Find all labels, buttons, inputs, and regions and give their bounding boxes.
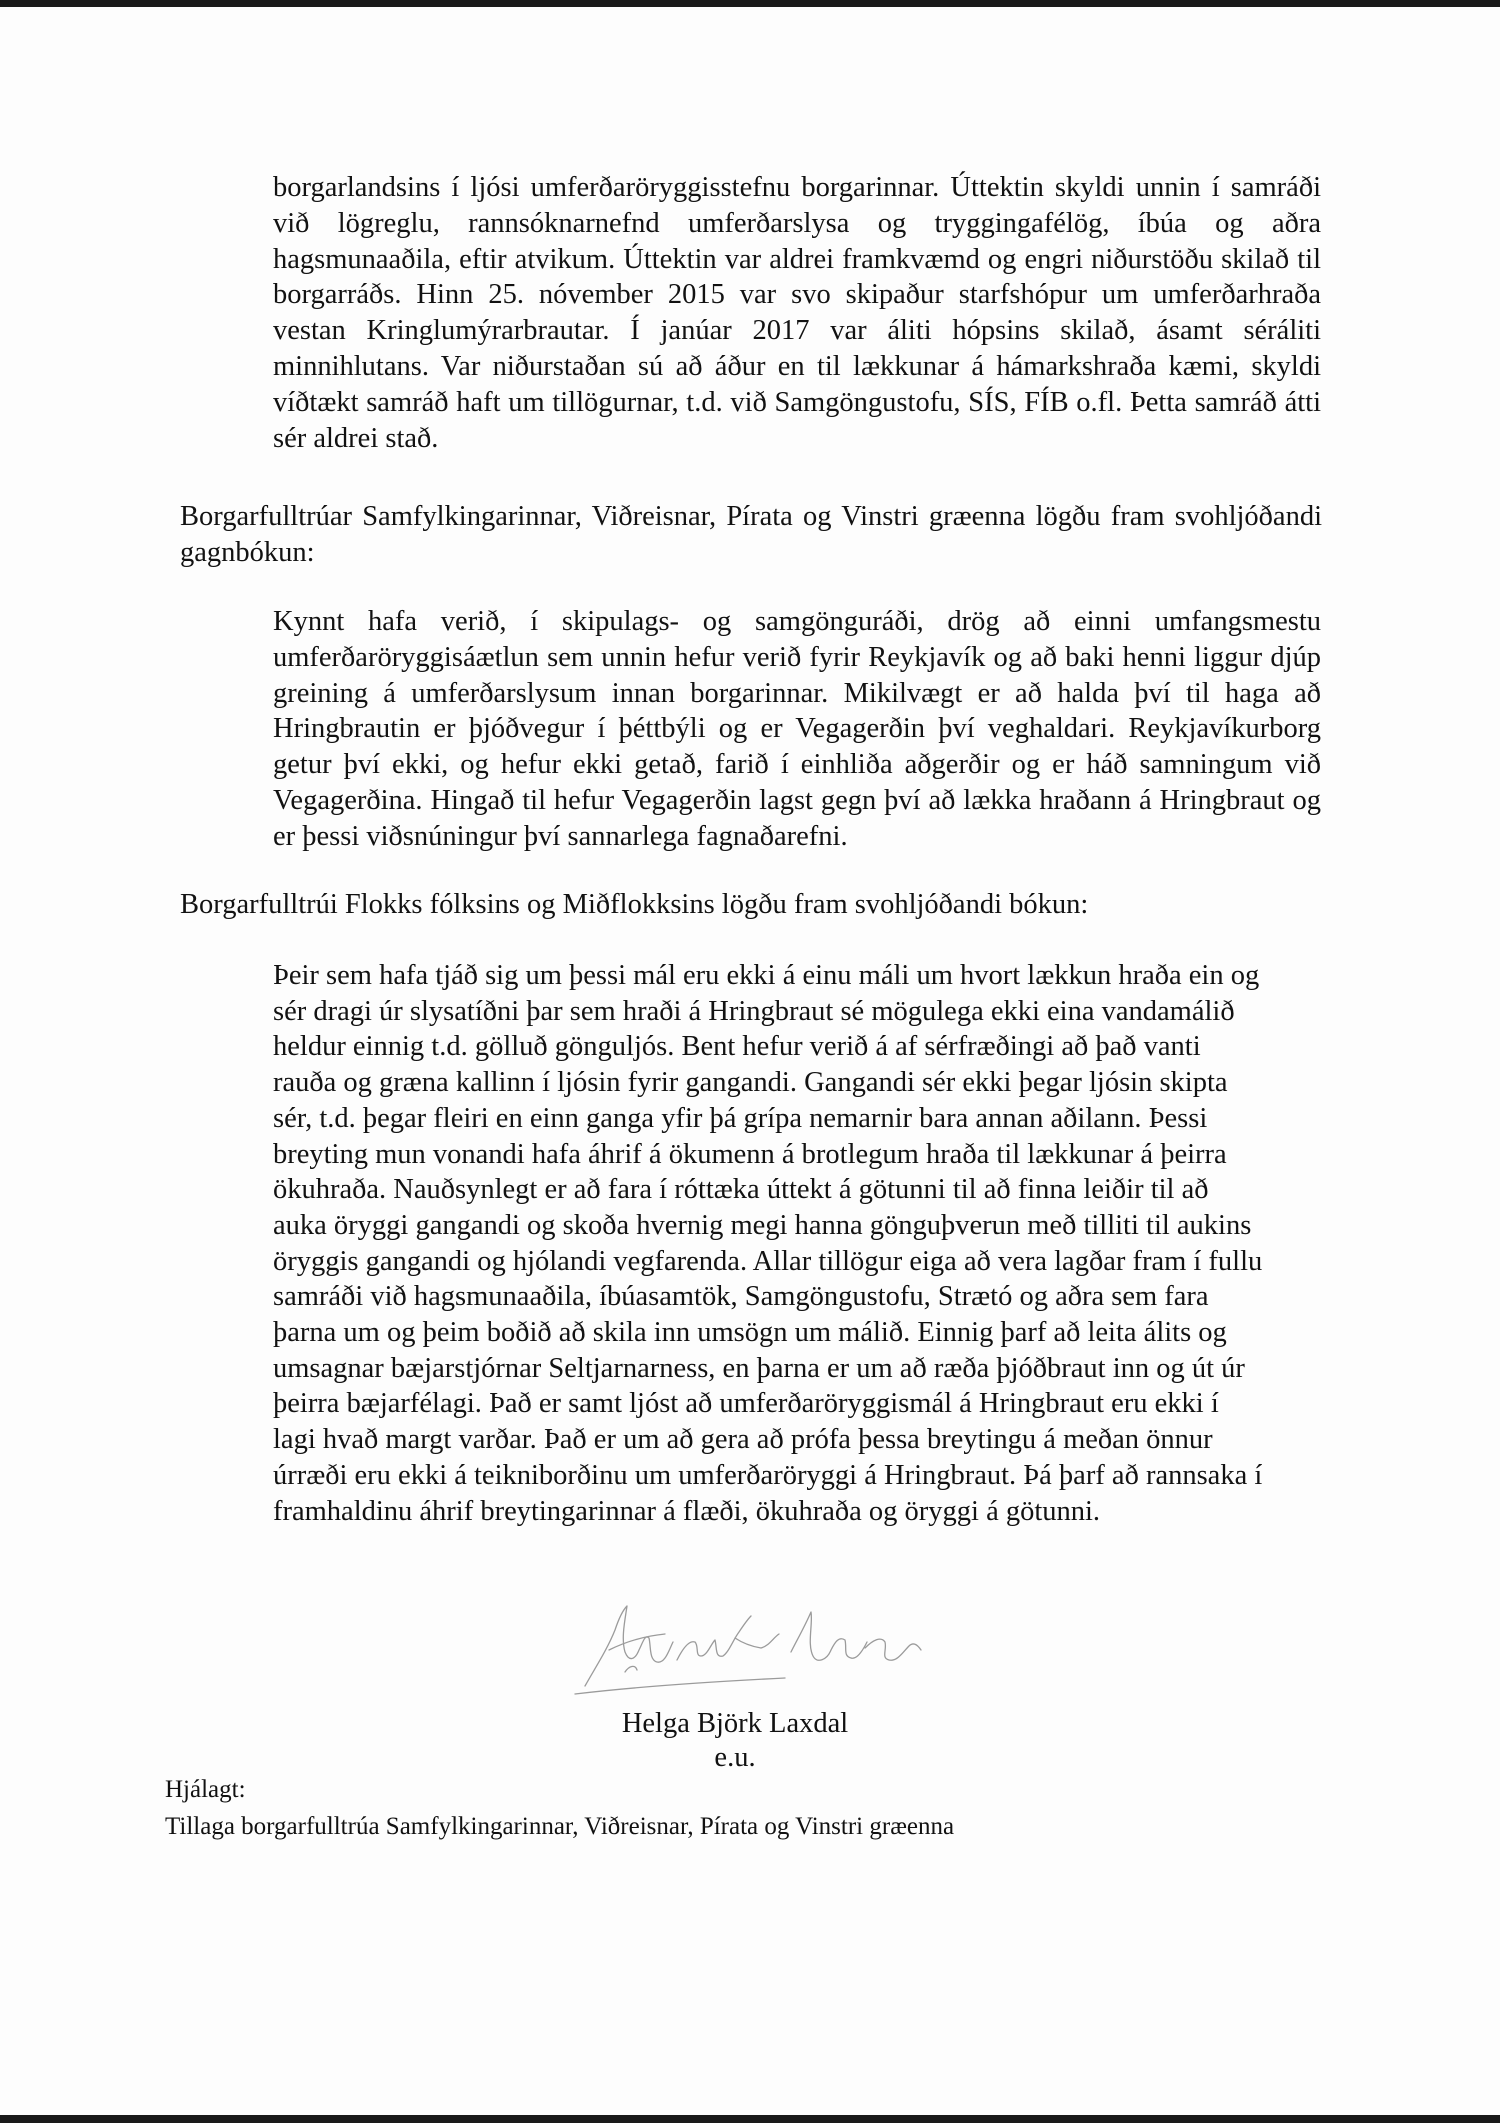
entry-text-line: breyting mun vonandi hafa áhrif á ökumenn á brotlegum hraða til lækkunar á þeirra — [273, 1138, 1227, 1170]
entry-text-line: úrræði eru ekki á teikniborðinu um umferðaröryggi á Hringbraut. Þá þarf að rannsaka í — [273, 1459, 1263, 1491]
entry-text-line: rauða og græna kallinn í ljósin fyrir gangandi. Gangandi sér ekki þegar ljósin skipta — [273, 1067, 1228, 1099]
paragraph-quoted-response: borgarlandsins í ljósi umferðaröryggisstefnu borgarinnar. Úttektin skyldi unnin í samráði við lögreglu, rannsóknarnefnd umferðarslysa og tryggingafélög, íbúa og aðra hagsmunaaðila, eftir atvikum. Úttektin var aldrei framkvæmd og engri niðurstöðu skilað til borgarráðs. Hinn 25. nóvember 2015 var svo skipaður starfshópur um umferðarhraða vestan Kringlumýrarbrautar. Í janúar 2017 var áliti hópsins skilað, ásamt séráliti minnihlutans. Var niðurstaðan sú að áður en til lækkunar á hámarkshraða kæmi, skyldi víðtækt samráð haft um tillögurnar, t.d. við Samgöngustofu, SÍS, FÍB o.fl. Þetta samráð átti sér aldrei stað. — [273, 172, 1321, 454]
paragraph-counter-entry-intro: Borgarfulltrúar Samfylkingarinnar, Viðreisnar, Pírata og Vinstri græenna lögðu fram svohljóðandi gagnbókun: — [180, 501, 1322, 568]
entry-text-line: þarna um og þeim boðið að skila inn umsögn um málið. Einnig þarf að leita álits og — [273, 1317, 1227, 1349]
entry-text-line: framhaldinu áhrif breytingarinnar á flæði, ökuhraða og öryggi á götunni. — [273, 1495, 1101, 1527]
entry-text-line: sér, t.d. þegar fleiri en einn ganga yfir þá grípa nemarnir bara annan aðilann. Þessi — [273, 1102, 1208, 1134]
entry-text-line: samráði við hagsmunaaðila, íbúasamtök, Samgöngustofu, Strætó og aðra sem fara — [273, 1281, 1209, 1313]
scan-border-bottom — [0, 2115, 1500, 2123]
entry-text-line: auka öryggi gangandi og skoða hvernig megi hanna gönguþverun með tilliti til aukins — [273, 1209, 1252, 1241]
entry-text-line: heldur einnig t.d. gölluð gönguljós. Bent hefur verið á af sérfræðingi að það vanti — [273, 1031, 1201, 1063]
entry-text-line: öryggis gangandi og hjólandi vegfarenda. Allar tillögur eiga að vera lagðar fram í fullu — [273, 1245, 1263, 1277]
signer-title: e.u. — [714, 1742, 756, 1773]
paragraph-entry-text — [273, 958, 1321, 1529]
entry-text-line: Þeir sem hafa tjáð sig um þessi mál eru ekki á einu máli um hvort lækkun hraða ein og — [273, 960, 1260, 991]
entry-text-line: ökuhraða. Nauðsynlegt er að fara í róttæka úttekt á götunni til að finna leiðir til að — [273, 1174, 1209, 1206]
entry-text-line: umsagnar bæjarstjórnar Seltjarnarness, en þarna er um að ræða þjóðbraut inn og út úr — [273, 1352, 1245, 1384]
scan-border-top — [0, 0, 1500, 7]
entry-text-line: lagi hvað margt varðar. Það er um að gera að prófa þessa breytingu á meðan önnur — [273, 1424, 1213, 1456]
entry-text-line: sér dragi úr slysatíðni þar sem hraði á Hringbraut sé mögulega ekki eina vandamálið — [273, 995, 1235, 1027]
paragraph-counter-entry-text: Kynnt hafa verið, í skipulags- og samgönguráði, drög að einni umfangsmestu umferðaröryggisáætlun sem unnin hefur verið fyrir Reykjavík og að baki henni liggur djúp greining á umferðarslysum innan borgarinnar. Mikilvægt er að halda því til haga að Hringbrautin er þjóðvegur í þéttbýli og er Vegagerðin því veghaldari. Reykjavíkurborg getur því ekki, og hefur ekki getað, farið í einhliða aðgerðir og er háð samningum við Vegagerðina. Hingað til hefur Vegagerðin lagst gegn því að lækka hraðann á Hringbraut og er þessi viðsnúningur því sannarlega fagnaðarefni. — [273, 606, 1321, 852]
attachment-label: Hjálagt: — [165, 1776, 246, 1803]
paragraph-entry-intro: Borgarfulltrúi Flokks fólksins og Miðflokksins lögðu fram svohljóðandi bókun: — [180, 889, 1089, 920]
attachment-item: Tillaga borgarfulltrúa Samfylkingarinnar, Viðreisnar, Pírata og Vinstri græenna — [165, 1813, 955, 1840]
handwritten-signature — [565, 1590, 955, 1700]
signer-name: Helga Björk Laxdal — [621, 1708, 849, 1739]
entry-text-line: þeirra bæjarfélagi. Það er samt ljóst að umferðaröryggismál á Hringbraut eru ekki í — [273, 1388, 1219, 1420]
